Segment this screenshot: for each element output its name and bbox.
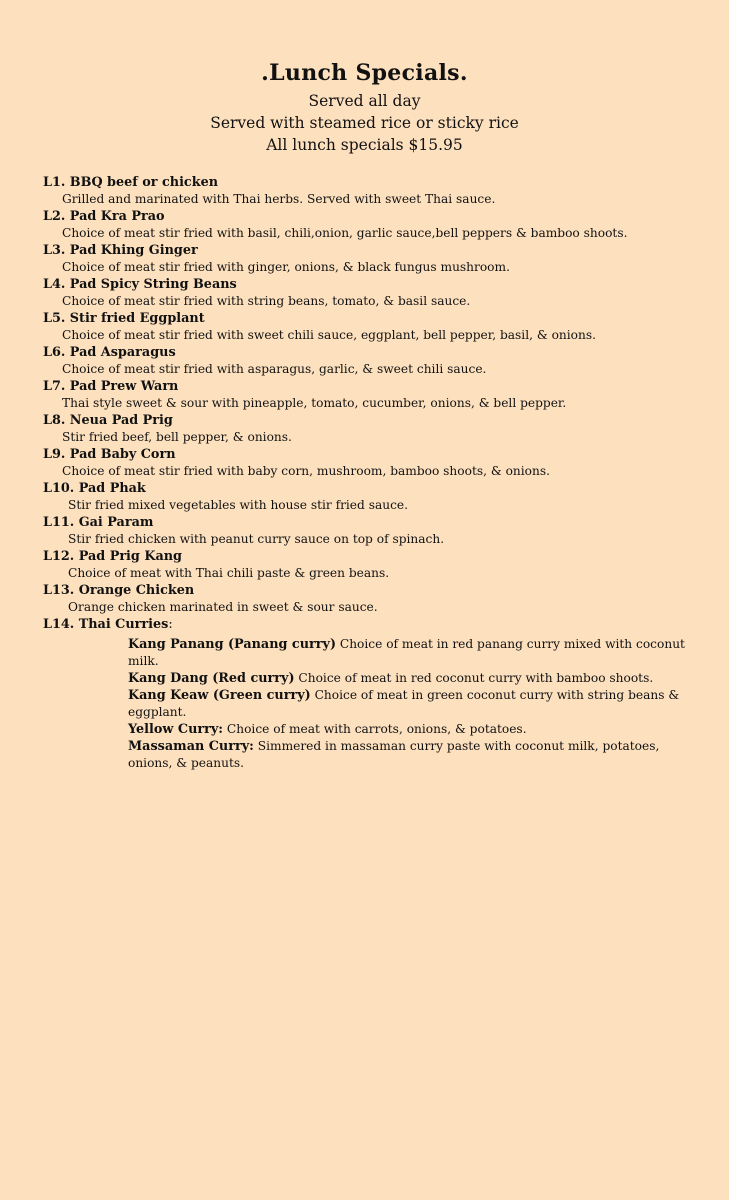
curry-red-name: Kang Dang (Red curry) bbox=[128, 671, 295, 686]
item-l12-name: L12. Pad Prig Kang bbox=[43, 549, 182, 564]
item-l5-name: L5. Stir fried Eggplant bbox=[43, 311, 205, 326]
curries-list bbox=[128, 636, 688, 772]
curry-green-name: Kang Keaw (Green curry) bbox=[128, 688, 311, 703]
curry-massaman bbox=[128, 738, 688, 772]
item-l12-desc: Choice of meat with Thai chili paste & green beans. bbox=[68, 566, 390, 580]
item-l4-desc: Choice of meat stir fried with string beans, tomato, & basil sauce. bbox=[62, 294, 471, 308]
lunch-price: All lunch specials $15.95 bbox=[266, 136, 463, 154]
item-l7-name: L7. Pad Prew Warn bbox=[43, 379, 179, 394]
item-l7-desc: Thai style sweet & sour with pineapple, tomato, cucumber, onions, & bell pepper. bbox=[62, 396, 567, 410]
curries-heading-colon: : bbox=[168, 617, 173, 632]
item-l9-desc: Choice of meat stir fried with baby corn, mushroom, bamboo shoots, & onions. bbox=[62, 464, 550, 478]
item-l5-desc: Choice of meat stir fried with sweet chili sauce, eggplant, bell pepper, basil, & onions. bbox=[62, 328, 596, 342]
curry-panang-name: Kang Panang (Panang curry) bbox=[128, 637, 336, 652]
curry-massaman-desc: Simmered in massaman curry paste with coconut milk, potatoes, onions, & peanuts. bbox=[128, 739, 660, 770]
item-l11-name: L11. Gai Param bbox=[43, 515, 154, 530]
curry-green bbox=[128, 687, 688, 721]
item-l10-name: L10. Pad Phak bbox=[43, 481, 146, 496]
item-l3-desc: Choice of meat stir fried with ginger, onions, & black fungus mushroom. bbox=[62, 260, 510, 274]
item-l2-desc: Choice of meat stir fried with basil, chili,onion, garlic sauce,bell peppers & bamboo shoots. bbox=[62, 226, 628, 240]
item-l13-desc: Orange chicken marinated in sweet & sour sauce. bbox=[68, 600, 378, 614]
item-l10-desc: Stir fried mixed vegetables with house stir fried sauce. bbox=[68, 498, 408, 512]
item-l2-name: L2. Pad Kra Prao bbox=[43, 209, 165, 224]
curry-panang bbox=[128, 636, 688, 670]
curry-green-desc: Choice of meat in green coconut curry with string beans & eggplant. bbox=[128, 688, 680, 719]
item-l8-name: L8. Neua Pad Prig bbox=[43, 413, 173, 428]
item-l1-desc: Grilled and marinated with Thai herbs. Served with sweet Thai sauce. bbox=[62, 192, 496, 206]
item-l9-name: L9. Pad Baby Corn bbox=[43, 447, 176, 462]
item-l6-desc: Choice of meat stir fried with asparagus, garlic, & sweet chili sauce. bbox=[62, 362, 487, 376]
curry-massaman-name: Massaman Curry: bbox=[128, 739, 254, 754]
curry-yellow bbox=[128, 721, 688, 738]
served-with-rice: Served with steamed rice or sticky rice bbox=[210, 114, 519, 132]
curry-red-desc: Choice of meat in red coconut curry with bamboo shoots. bbox=[294, 671, 654, 685]
curry-red bbox=[128, 670, 688, 687]
served-all-day: Served all day bbox=[308, 92, 421, 110]
page-title: .Lunch Specials. bbox=[261, 60, 468, 86]
curries-heading: L14. Thai Curries bbox=[43, 617, 169, 632]
item-l13-name: L13. Orange Chicken bbox=[43, 583, 195, 598]
item-l11-desc: Stir fried chicken with peanut curry sauce on top of spinach. bbox=[68, 532, 445, 546]
curry-yellow-name: Yellow Curry: bbox=[128, 722, 224, 737]
curry-yellow-desc: Choice of meat with carrots, onions, & potatoes. bbox=[223, 722, 527, 736]
curry-panang-desc: Choice of meat in red panang curry mixed with coconut milk. bbox=[128, 637, 685, 668]
item-l14-heading bbox=[43, 616, 703, 633]
item-l6-name: L6. Pad Asparagus bbox=[43, 345, 176, 360]
item-l4-name: L4. Pad Spicy String Beans bbox=[43, 277, 237, 292]
item-l1-name: L1. BBQ beef or chicken bbox=[43, 175, 219, 190]
item-l3-name: L3. Pad Khing Ginger bbox=[43, 243, 198, 258]
menu-items-list bbox=[43, 174, 703, 633]
item-l8-desc: Stir fried beef, bell pepper, & onions. bbox=[62, 430, 292, 444]
